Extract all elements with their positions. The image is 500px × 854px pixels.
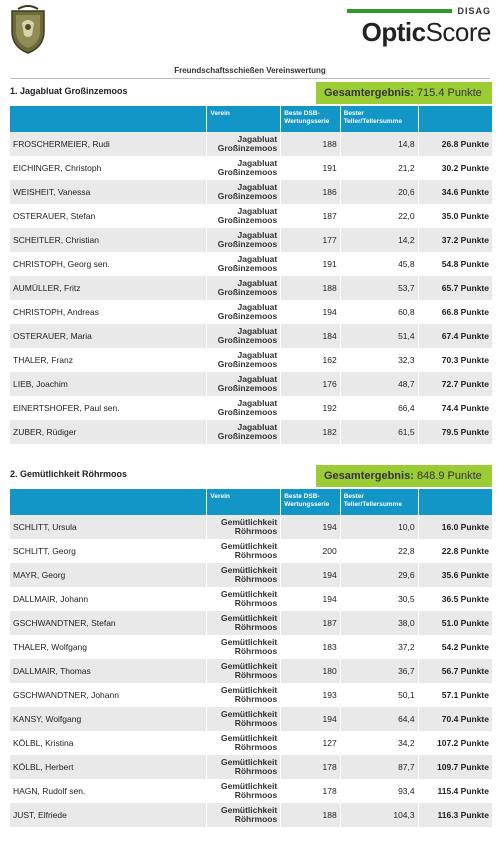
club-name — [207, 276, 281, 300]
shooter-name: THALER, Franz — [10, 348, 207, 372]
club-name-line1: Jagabluat — [237, 350, 278, 360]
points-value: 79.5 Punkte — [418, 420, 492, 444]
table-header-row — [10, 489, 492, 515]
table-row — [10, 563, 492, 587]
total-label: Gesamtergebnis: — [324, 470, 414, 482]
best-teller-value: 48,7 — [340, 372, 418, 396]
points-value: 16.0 Punkte — [418, 515, 492, 539]
table-row — [10, 779, 492, 803]
best-series-value: 194 — [281, 563, 340, 587]
total-label: Gesamtergebnis: — [324, 87, 414, 99]
best-series-value: 183 — [281, 635, 340, 659]
best-series-value: 191 — [281, 252, 340, 276]
club-name — [207, 156, 281, 180]
best-series-value: 200 — [281, 539, 340, 563]
club-name-line1: Jagabluat — [237, 374, 278, 384]
club-name — [207, 683, 281, 707]
club-name-line2: Röhrmoos — [234, 550, 278, 560]
shooter-name: OSTERAUER, Stefan — [10, 204, 207, 228]
table-row — [10, 300, 492, 324]
best-teller-value: 14,8 — [340, 132, 418, 156]
column-header: Verein — [207, 106, 281, 132]
club-name-line1: Jagabluat — [237, 158, 278, 168]
logo-accent-bar — [347, 9, 452, 13]
shooter-name: KANSY, Wolfgang — [10, 707, 207, 731]
club-name — [207, 324, 281, 348]
club-name-line1: Jagabluat — [237, 254, 278, 264]
best-teller-value: 29,6 — [340, 563, 418, 587]
points-value: 67.4 Punkte — [418, 324, 492, 348]
club-name-line1: Gemütlichkeit — [221, 565, 278, 575]
best-series-value: 162 — [281, 348, 340, 372]
best-series-value: 188 — [281, 132, 340, 156]
shooter-name: OSTERAUER, Maria — [10, 324, 207, 348]
club-name-line1: Gemütlichkeit — [221, 661, 278, 671]
column-header: Bester Teller/Tellersumme — [340, 106, 418, 132]
points-value: 35.6 Punkte — [418, 563, 492, 587]
club-name-line1: Jagabluat — [237, 206, 278, 216]
best-teller-value: 51,4 — [340, 324, 418, 348]
club-name — [207, 587, 281, 611]
shooter-name: SCHEITLER, Christian — [10, 228, 207, 252]
column-header — [418, 489, 492, 515]
section-header — [10, 80, 492, 106]
points-value: 107.2 Punkte — [418, 731, 492, 755]
shooter-name: JUST, Elfriede — [10, 803, 207, 827]
club-name — [207, 420, 281, 444]
club-name-line1: Gemütlichkeit — [221, 541, 278, 551]
table-row — [10, 252, 492, 276]
shooter-name: GSCHWANDTNER, Johann — [10, 683, 207, 707]
page-subtitle: Freundschaftsschießen Vereinswertung — [174, 66, 326, 75]
best-teller-value: 21,2 — [340, 156, 418, 180]
points-value: 72.7 Punkte — [418, 372, 492, 396]
results-table — [10, 106, 492, 444]
column-header: Bester Teller/Tellersumme — [340, 489, 418, 515]
club-name-line2: Großinzemoos — [217, 431, 278, 441]
shooter-name: CHRISTOPH, Andreas — [10, 300, 207, 324]
table-row — [10, 611, 492, 635]
points-value: 70.4 Punkte — [418, 707, 492, 731]
total-value: 848.9 Punkte — [416, 470, 482, 482]
club-name-line1: Gemütlichkeit — [221, 757, 278, 767]
club-name — [207, 132, 281, 156]
club-name-line2: Großinzemoos — [217, 359, 278, 369]
club-name-line2: Großinzemoos — [217, 407, 278, 417]
best-teller-value: 61,5 — [340, 420, 418, 444]
club-name-line1: Gemütlichkeit — [221, 637, 278, 647]
section-title: 1. Jagabluat Großinzemoos — [10, 86, 128, 96]
section-title: 2. Gemütlichkeit Röhrmoos — [10, 469, 128, 479]
points-value: 70.3 Punkte — [418, 348, 492, 372]
club-name-line1: Jagabluat — [237, 134, 278, 144]
best-teller-value: 104,3 — [340, 803, 418, 827]
club-name — [207, 707, 281, 731]
column-header — [418, 106, 492, 132]
best-teller-value: 20,6 — [340, 180, 418, 204]
best-teller-value: 50,1 — [340, 683, 418, 707]
best-series-value: 177 — [281, 228, 340, 252]
club-name — [207, 348, 281, 372]
club-name-line2: Röhrmoos — [234, 742, 278, 752]
best-series-value: 188 — [281, 276, 340, 300]
best-teller-value: 38,0 — [340, 611, 418, 635]
shooter-name: EICHINGER, Christoph — [10, 156, 207, 180]
club-name — [207, 779, 281, 803]
club-name-line1: Gemütlichkeit — [221, 709, 278, 719]
shooter-name: THALER, Wolfgang — [10, 635, 207, 659]
best-teller-value: 32,3 — [340, 348, 418, 372]
points-value: 30.2 Punkte — [418, 156, 492, 180]
table-row — [10, 587, 492, 611]
club-name-line1: Gemütlichkeit — [221, 685, 278, 695]
points-value: 54.8 Punkte — [418, 252, 492, 276]
club-name-line1: Gemütlichkeit — [221, 589, 278, 599]
club-name-line2: Röhrmoos — [234, 718, 278, 728]
shooter-name: HAGN, Rudolf sen. — [10, 779, 207, 803]
best-series-value: 187 — [281, 611, 340, 635]
column-header: Verein — [207, 489, 281, 515]
club-name-line2: Röhrmoos — [234, 598, 278, 608]
best-teller-value: 22,0 — [340, 204, 418, 228]
points-value: 57.1 Punkte — [418, 683, 492, 707]
shooter-name: DALLMAIR, Thomas — [10, 659, 207, 683]
club-name — [207, 635, 281, 659]
club-name — [207, 396, 281, 420]
shooter-name: SCHLITT, Georg — [10, 539, 207, 563]
club-name-line2: Großinzemoos — [217, 311, 278, 321]
best-series-value: 178 — [281, 755, 340, 779]
table-row — [10, 396, 492, 420]
points-value: 35.0 Punkte — [418, 204, 492, 228]
club-name-line2: Großinzemoos — [217, 143, 278, 153]
results-table — [10, 489, 492, 827]
shooter-name: DALLMAIR, Johann — [10, 587, 207, 611]
best-teller-value: 34,2 — [340, 731, 418, 755]
best-series-value: 127 — [281, 731, 340, 755]
table-row — [10, 635, 492, 659]
club-name-line1: Jagabluat — [237, 230, 278, 240]
column-header — [10, 489, 207, 515]
table-row — [10, 228, 492, 252]
club-name — [207, 228, 281, 252]
points-value: 51.0 Punkte — [418, 611, 492, 635]
club-name — [207, 611, 281, 635]
shooter-name: EINERTSHOFER, Paul sen. — [10, 396, 207, 420]
club-name-line1: Gemütlichkeit — [221, 733, 278, 743]
best-teller-value: 64,4 — [340, 707, 418, 731]
best-series-value: 184 — [281, 324, 340, 348]
club-name — [207, 372, 281, 396]
best-series-value: 180 — [281, 659, 340, 683]
club-crest-icon — [8, 5, 48, 55]
shooter-name: CHRISTOPH, Georg sen. — [10, 252, 207, 276]
points-value: 34.6 Punkte — [418, 180, 492, 204]
points-value: 74.4 Punkte — [418, 396, 492, 420]
shooter-name: KÖLBL, Kristina — [10, 731, 207, 755]
best-teller-value: 22,8 — [340, 539, 418, 563]
club-name — [207, 252, 281, 276]
best-teller-value: 10,0 — [340, 515, 418, 539]
total-result-badge — [316, 82, 492, 104]
best-series-value: 192 — [281, 396, 340, 420]
section-header — [10, 463, 492, 489]
club-name — [207, 539, 281, 563]
points-value: 36.5 Punkte — [418, 587, 492, 611]
table-row — [10, 659, 492, 683]
best-teller-value: 37,2 — [340, 635, 418, 659]
club-name-line1: Jagabluat — [237, 422, 278, 432]
club-name-line2: Großinzemoos — [217, 335, 278, 345]
points-value: 56.7 Punkte — [418, 659, 492, 683]
club-name-line1: Jagabluat — [237, 182, 278, 192]
best-series-value: 194 — [281, 707, 340, 731]
table-header-row — [10, 106, 492, 132]
club-name — [207, 563, 281, 587]
club-name-line2: Röhrmoos — [234, 790, 278, 800]
shooter-name: MAYR, Georg — [10, 563, 207, 587]
best-teller-value: 60,8 — [340, 300, 418, 324]
best-teller-value: 30,5 — [340, 587, 418, 611]
best-series-value: 193 — [281, 683, 340, 707]
shooter-name: GSCHWANDTNER, Stefan — [10, 611, 207, 635]
table-row — [10, 276, 492, 300]
table-row — [10, 180, 492, 204]
club-name-line1: Jagabluat — [237, 326, 278, 336]
club-name-line2: Großinzemoos — [217, 191, 278, 201]
best-teller-value: 66,4 — [340, 396, 418, 420]
shooter-name: WEISHEIT, Vanessa — [10, 180, 207, 204]
divider — [10, 78, 490, 79]
points-value: 116.3 Punkte — [418, 803, 492, 827]
best-series-value: 194 — [281, 587, 340, 611]
club-name-line1: Gemütlichkeit — [221, 781, 278, 791]
points-value: 115.4 Punkte — [418, 779, 492, 803]
table-row — [10, 420, 492, 444]
club-name-line2: Großinzemoos — [217, 239, 278, 249]
club-name-line2: Röhrmoos — [234, 670, 278, 680]
table-row — [10, 683, 492, 707]
table-row — [10, 731, 492, 755]
club-name-line2: Röhrmoos — [234, 646, 278, 656]
best-series-value: 182 — [281, 420, 340, 444]
table-row — [10, 348, 492, 372]
points-value: 37.2 Punkte — [418, 228, 492, 252]
club-name-line2: Röhrmoos — [234, 622, 278, 632]
best-series-value: 191 — [281, 156, 340, 180]
best-teller-value: 53,7 — [340, 276, 418, 300]
best-series-value: 186 — [281, 180, 340, 204]
club-name — [207, 659, 281, 683]
best-series-value: 187 — [281, 204, 340, 228]
shooter-name: FROSCHERMEIER, Rudi — [10, 132, 207, 156]
club-name — [207, 731, 281, 755]
points-value: 66.8 Punkte — [418, 300, 492, 324]
club-name-line2: Röhrmoos — [234, 694, 278, 704]
table-row — [10, 372, 492, 396]
best-teller-value: 45,8 — [340, 252, 418, 276]
club-name-line1: Gemütlichkeit — [221, 517, 278, 527]
points-value: 65.7 Punkte — [418, 276, 492, 300]
club-name — [207, 180, 281, 204]
shooter-name: KÖLBL, Herbert — [10, 755, 207, 779]
column-header — [10, 106, 207, 132]
column-header: Beste DSB-Wertungsserie — [281, 106, 340, 132]
club-name — [207, 515, 281, 539]
table-row — [10, 707, 492, 731]
club-section — [10, 80, 492, 444]
total-result-badge — [316, 465, 492, 487]
shooter-name: SCHLITT, Ursula — [10, 515, 207, 539]
logo-brand-text: OpticScore — [361, 17, 491, 47]
club-name-line2: Großinzemoos — [217, 167, 278, 177]
best-series-value: 176 — [281, 372, 340, 396]
column-header: Beste DSB-Wertungsserie — [281, 489, 340, 515]
club-name-line1: Jagabluat — [237, 302, 278, 312]
shooter-name: LIEB, Joachim — [10, 372, 207, 396]
best-series-value: 194 — [281, 515, 340, 539]
shooter-name: ZUBER, Rüdiger — [10, 420, 207, 444]
page-header — [0, 0, 500, 64]
table-row — [10, 539, 492, 563]
club-name-line1: Gemütlichkeit — [221, 805, 278, 815]
club-name-line2: Großinzemoos — [217, 287, 278, 297]
club-name-line2: Röhrmoos — [234, 574, 278, 584]
best-series-value: 178 — [281, 779, 340, 803]
club-name — [207, 204, 281, 228]
points-value: 26.8 Punkte — [418, 132, 492, 156]
club-name-line2: Großinzemoos — [217, 215, 278, 225]
club-section — [10, 463, 492, 827]
best-teller-value: 36,7 — [340, 659, 418, 683]
table-row — [10, 324, 492, 348]
club-name-line1: Jagabluat — [237, 278, 278, 288]
club-name-line2: Röhrmoos — [234, 526, 278, 536]
best-teller-value: 87,7 — [340, 755, 418, 779]
shooter-name: AUMÜLLER, Fritz — [10, 276, 207, 300]
club-name — [207, 755, 281, 779]
club-name-line1: Gemütlichkeit — [221, 613, 278, 623]
club-name-line1: Jagabluat — [237, 398, 278, 408]
table-row — [10, 132, 492, 156]
table-row — [10, 803, 492, 827]
best-teller-value: 93,4 — [340, 779, 418, 803]
club-name — [207, 300, 281, 324]
opticscore-logo — [347, 6, 491, 50]
points-value: 22.8 Punkte — [418, 539, 492, 563]
club-name-line2: Großinzemoos — [217, 383, 278, 393]
logo-disag-text: DISAG — [457, 6, 491, 16]
table-row — [10, 204, 492, 228]
table-row — [10, 515, 492, 539]
best-series-value: 194 — [281, 300, 340, 324]
points-value: 109.7 Punkte — [418, 755, 492, 779]
best-teller-value: 14,2 — [340, 228, 418, 252]
club-name-line2: Röhrmoos — [234, 766, 278, 776]
table-row — [10, 755, 492, 779]
club-name-line2: Großinzemoos — [217, 263, 278, 273]
points-value: 54.2 Punkte — [418, 635, 492, 659]
club-name-line2: Röhrmoos — [234, 814, 278, 824]
club-name — [207, 803, 281, 827]
table-row — [10, 156, 492, 180]
total-value: 715.4 Punkte — [416, 87, 482, 99]
best-series-value: 188 — [281, 803, 340, 827]
